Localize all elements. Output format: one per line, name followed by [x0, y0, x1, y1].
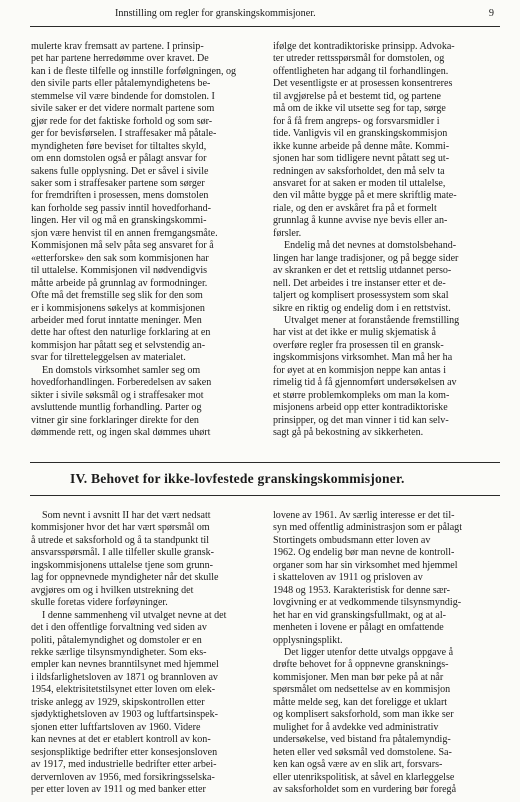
- paragraph: [273, 240, 501, 315]
- text-line: kan forholde seg passiv inntil hovedforhand-: [31, 202, 211, 214]
- text-line: kommisjoner hvor det har vært spørsmål om: [31, 522, 210, 534]
- text-line: lovgivning er at vedkommende tilsynsmyndig-: [273, 597, 462, 609]
- text-line: avsluttende muntlig forhandling. Parter og: [31, 402, 202, 414]
- text-line: for fremdriften i prosessen, mens domstolen: [31, 190, 209, 202]
- text-line: redningen av saksforholdet, den må selv ta: [273, 165, 445, 177]
- text-line: pet har partene herredømme over kravet. De: [31, 53, 209, 65]
- text-line: ken kan også være av en slik art, forsvars-: [273, 759, 443, 771]
- text-line: Det ligger utenfor dette utvalgs oppgave å: [284, 646, 454, 658]
- text-line: opplysningsplikt.: [273, 634, 343, 646]
- text-line: sikre en riktig og endelig dom i en rettstvist.: [273, 302, 451, 314]
- text-line: ansvaret for at saken er moden til uttalelse,: [273, 177, 446, 189]
- text-line: kommisjon har påtatt seg et selvstendig an-: [31, 339, 206, 351]
- text-line: Ofte må det fremstille seg slik for den som: [31, 290, 203, 302]
- text-line: det i den offentlige forvaltning ved siden av: [31, 622, 207, 634]
- column-bottom-right: [273, 510, 501, 796]
- text-line: kommisjoner. Men man bør peke på at når: [273, 671, 444, 683]
- text-line: vitner gir sine forklaringer direkte for den: [31, 414, 199, 426]
- text-line: prinsipper, og det man vinner i tid kan selv-: [273, 414, 449, 426]
- text-line: ingskommisjonens uttalelse tjene som grunn-: [31, 559, 213, 571]
- text-line: lovene av 1961. Av særlig interesse er det til-: [273, 510, 455, 521]
- text-line: undersøkelse, ved bistand fra påtalemyndig-: [273, 734, 451, 746]
- text-line: sjonen har som tidligere nevnt påtatt seg ut-: [273, 153, 450, 165]
- section-divider-bottom: [30, 495, 500, 496]
- text-line: rimelig tid å få gjennomført undersøkelsen av: [273, 377, 457, 389]
- text-line: sivile saker er det videre normalt partene som: [31, 103, 215, 115]
- text-line: sesjonspliktige bedrifter etter konsesjonsloven: [31, 746, 218, 758]
- text-line: ifølge det kontradiktoriske prinsipp. Advoka-: [273, 41, 455, 52]
- text-line: sikter i sivile søksmål og i straffesaker mot: [31, 389, 204, 401]
- text-line: hovedforhandlingen. Forberedelsen av saken: [31, 377, 212, 389]
- text-line: gjør rede for det faktiske forhold og som sør-: [31, 115, 213, 127]
- paragraph: [273, 510, 501, 647]
- text-line: ikke kunne arbeide på denne måte. Kommi-: [273, 140, 450, 152]
- text-line: lingen. Her vil og må en granskingskommi-: [31, 215, 207, 227]
- text-line: til avgjørelse på et bestemt tid, og partene: [273, 90, 441, 102]
- text-line: organer som har sin virksomhet med hjemmel: [273, 559, 458, 571]
- text-line: Endelig må det nevnes at domstolsbehand-: [284, 240, 457, 252]
- text-line: er i kommisjonens søkelys at kommisjonen: [31, 302, 205, 314]
- text-line: 1948 og 1953. Karakteristisk for denne sær-: [273, 584, 450, 596]
- paragraph: [31, 41, 261, 365]
- text-line: har vist at det ikke er mulig skjematisk å: [273, 327, 436, 339]
- text-line: empler kan nevnes branntilsynet med hjemmel: [31, 659, 219, 671]
- text-line: av 1917, med industrielle bedrifter etter arbei-: [31, 759, 217, 771]
- text-line: menheten i lovene er pålagt en omfattende: [273, 622, 444, 634]
- text-line: et større problemkompleks om man la kom-: [273, 389, 450, 401]
- paragraph: [273, 41, 501, 240]
- text-line: og komplisert saksforhold, som man ikke ser: [273, 709, 454, 721]
- text-line: dervernloven av 1956, med forsikringsselska-: [31, 771, 215, 783]
- text-line: i skatteloven av 1911 og prisloven av: [273, 572, 423, 584]
- text-line: av saksforholdet som en vurdering bør foregå: [273, 783, 457, 795]
- header-title: Innstilling om regler for granskingskommisjoner.: [115, 8, 316, 19]
- text-line: 1962. Og endelig bør man nevne de kontroll-: [273, 547, 455, 559]
- text-line: om enn domstolen også er pålagt ansvar for: [31, 153, 207, 165]
- text-line: eller utenrikspolitisk, at såvel en klarleggelse: [273, 771, 455, 783]
- text-line: må om de ikke vil utsette seg for tap, sørge: [273, 103, 446, 115]
- paragraph: [273, 647, 501, 796]
- running-header: [30, 7, 500, 21]
- text-line: arbeider med forut inntatte meninger. Men: [31, 314, 202, 326]
- text-line: ingskommisjons virksomhet. Man må her ha: [273, 352, 453, 364]
- text-line: triske anlegg av 1929, skipskontrollen etter: [31, 696, 205, 708]
- text-line: for å få frem angreps- og forsvarsmidler i: [273, 115, 440, 127]
- text-line: lingen har lange tradisjoner, og på begge sider: [273, 252, 459, 264]
- text-line: å utrede et saksforhold og å ta standpunkt til: [31, 534, 210, 546]
- text-line: offentligheten har adgang til forhandlingen.: [273, 65, 449, 77]
- text-line: spørsmålet om nedsettelse av en kommisjon: [273, 684, 451, 696]
- text-line: ger for bevisførselen. I straffesaker må påtale-: [31, 128, 217, 140]
- text-line: sjødyktighetsloven av 1903 og luftfartsinspek-: [31, 709, 218, 721]
- text-line: måtte arbeide på grunnlag av formodninger.: [31, 277, 208, 289]
- text-line: kan i de fleste tilfelle og innstille forfølgningen, og: [31, 65, 237, 77]
- text-line: mulighet for å avdekke ved administrativ: [273, 721, 439, 733]
- text-line: kan nevnes at det er etablert kontroll av kon-: [31, 734, 211, 746]
- text-line: saker som i straffesaker partene som sørger: [31, 177, 205, 189]
- text-line: av skranken er det et rettslig utdannet perso-: [273, 265, 452, 277]
- text-line: per etter loven av 1911 og med banker etter: [31, 783, 206, 795]
- text-line: skulle foretas videre forføyninger.: [31, 597, 168, 609]
- text-line: sjonen etter luftfartsloven av 1960. Videre: [31, 721, 201, 733]
- text-line: svar for tilretteleggelsen av materialet.: [31, 352, 186, 364]
- text-line: ter utreder rettsspørsmål for domstolen, og: [273, 53, 445, 65]
- text-line: Stortingets ombudsmann etter loven av: [273, 534, 431, 546]
- section-heading: IV. Behovet for ikke-lovfestede granskingskommisjoner.: [70, 471, 405, 486]
- text-line: avgjøres om og i hvilken utstrekning det: [31, 584, 194, 596]
- paragraph: [31, 365, 261, 440]
- text-line: En domstols virksomhet samler seg om: [42, 364, 201, 376]
- text-line: for øyet at en kommisjon neppe kan antas i: [273, 364, 446, 376]
- text-line: riale, og den er avskåret fra på et formelt: [273, 202, 437, 214]
- text-line: syn med offentlig administrasjon som er pålagt: [273, 522, 462, 534]
- paragraph: [31, 510, 261, 610]
- text-line: Utvalget mener at foranstående fremstilling: [284, 314, 460, 326]
- text-line: stemmelse vil være bindende for domstolen. I: [31, 90, 215, 102]
- text-line: sjon være henvist til en annen fremgangsmåte.: [31, 227, 218, 239]
- section-divider-top: [30, 462, 500, 463]
- text-line: dette har oftest den naturlige forklaring at en: [31, 327, 211, 339]
- text-line: «etterforske» den sak som kommisjonen har: [31, 252, 209, 264]
- text-line: nell. Det arbeides i tre instanser etter et de-: [273, 277, 446, 289]
- text-line: heten eller ved søksmål ved domstolene. Sa-: [273, 746, 452, 758]
- page-number: 9: [488, 8, 494, 19]
- paragraph: [273, 315, 501, 440]
- text-line: Som nevnt i avsnitt II har det vært nedsatt: [42, 510, 211, 521]
- text-line: taljert og komplisert prosessystem som skal: [273, 290, 449, 302]
- text-line: Kommisjonen må selv påta seg ansvaret for å: [31, 240, 214, 252]
- text-line: lag for oppnevnede myndigheter når det skulle: [31, 572, 219, 584]
- text-line: myndigheten føre beviset for tiltaltes skyld,: [31, 140, 207, 152]
- text-line: den vil måtte bygge på et mere skriftlig mate-: [273, 190, 457, 202]
- text-line: grunnlag å kunne avvise nye bevis eller an-: [273, 215, 448, 227]
- text-line: i ildsfarlighetsloven av 1871 og brannloven av: [31, 671, 218, 683]
- text-line: rekke særlige tilsynsmyndigheter. Som eks-: [31, 646, 207, 658]
- column-top-left: [31, 41, 261, 440]
- text-line: dømmende rett, og ingen skal dømmes uhørt: [31, 427, 211, 439]
- text-line: ansvarsspørsmål. I alle tilfeller skulle gransk-: [31, 547, 215, 559]
- text-line: I denne sammenheng vil utvalget nevne at det: [42, 609, 227, 621]
- text-line: het har en vid granskingsfullmakt, og at al-: [273, 609, 446, 621]
- text-line: den sivile parts eller påtalemyndighetens be-: [31, 78, 211, 90]
- text-line: misjonens arbeid opp etter kontradiktoriske: [273, 402, 448, 414]
- text-line: til uttalelse. Kommisjonen vil nødvendigvis: [31, 265, 208, 277]
- text-line: sagt gå på bekostning av sikkerheten.: [273, 427, 424, 439]
- text-line: tide. Vanligvis vil en granskingskommisjon: [273, 128, 448, 140]
- text-line: overføre regler fra prosessen til en gransk-: [273, 339, 444, 351]
- text-line: Det vesentligste er at prosessen konsentreres: [273, 78, 453, 90]
- text-line: 1954, elektrisitetstilsynet etter loven om elek-: [31, 684, 216, 696]
- text-line: måtte melde seg, kan det foreligge et uklart: [273, 696, 448, 708]
- paragraph: [31, 610, 261, 797]
- text-line: politi, påtalemyndighet og domstoler er en: [31, 634, 202, 646]
- text-line: sakens fulle opplysning. Det er såvel i sivile: [31, 165, 209, 177]
- column-top-right: [273, 41, 501, 440]
- column-bottom-left: [31, 510, 261, 796]
- text-line: mulerte krav fremsatt av partene. I prinsip-: [31, 41, 204, 52]
- text-line: drøfte behovet for å oppnevne gransknings-: [273, 659, 449, 671]
- text-line: førsler.: [273, 227, 302, 239]
- header-rule: [30, 26, 500, 27]
